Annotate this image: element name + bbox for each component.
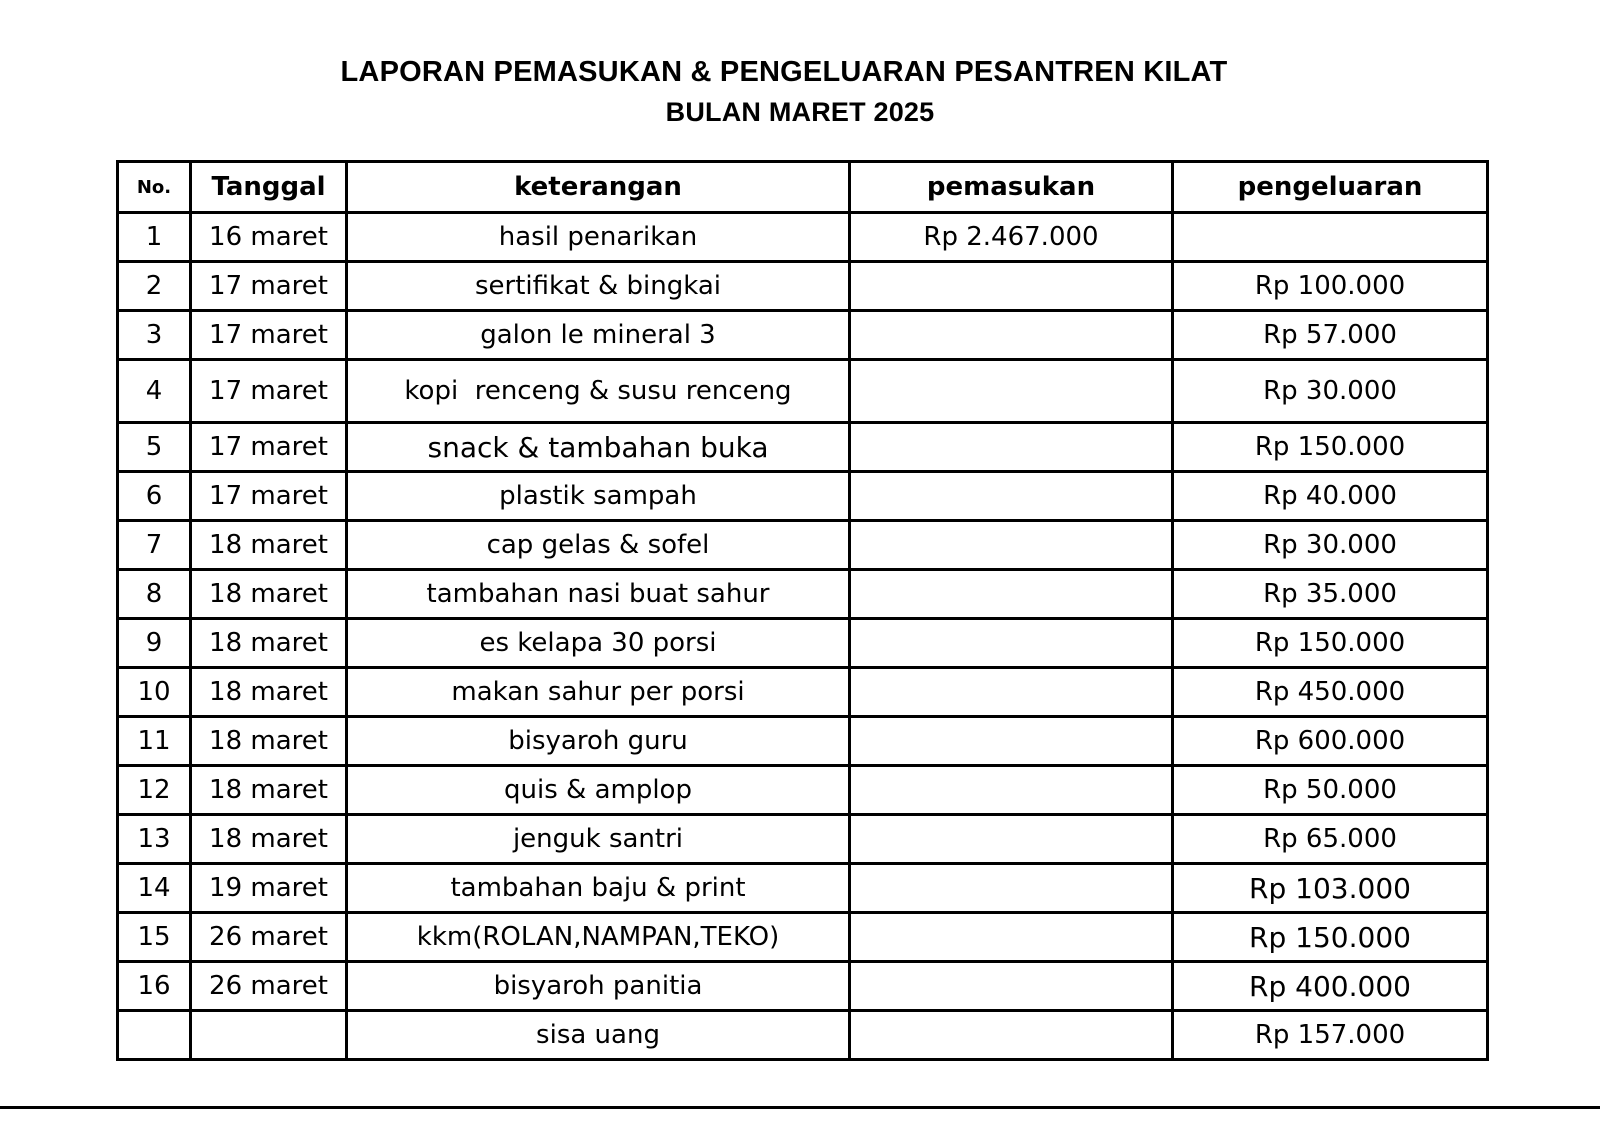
cell-keterangan: kopi renceng & susu renceng	[347, 360, 850, 423]
cell-no	[118, 1011, 191, 1060]
cell-tanggal: 18 maret	[191, 815, 347, 864]
cell-keterangan: sertifikat & bingkai	[347, 262, 850, 311]
table-header-row	[118, 162, 1488, 213]
column-header-pemasukan: pemasukan	[850, 162, 1173, 213]
column-header-keterangan: keterangan	[347, 162, 850, 213]
cell-keterangan: sisa uang	[347, 1011, 850, 1060]
cell-pengeluaran: Rp 30.000	[1173, 521, 1488, 570]
cell-tanggal: 19 maret	[191, 864, 347, 913]
cell-tanggal: 26 maret	[191, 962, 347, 1011]
cell-pemasukan	[850, 1011, 1173, 1060]
cell-no: 14	[118, 864, 191, 913]
table-row-total	[118, 1011, 1488, 1060]
cell-tanggal: 18 maret	[191, 766, 347, 815]
table-row	[118, 262, 1488, 311]
cell-keterangan: makan sahur per porsi	[347, 668, 850, 717]
cell-no: 4	[118, 360, 191, 423]
finance-table	[116, 160, 1489, 1061]
cell-pemasukan	[850, 360, 1173, 423]
cell-pemasukan	[850, 766, 1173, 815]
cell-tanggal: 18 maret	[191, 521, 347, 570]
table-row	[118, 570, 1488, 619]
cell-tanggal: 17 maret	[191, 360, 347, 423]
cell-tanggal: 18 maret	[191, 717, 347, 766]
report-title: LAPORAN PEMASUKAN & PENGELUARAN PESANTREN KILAT	[340, 56, 1228, 88]
table-row	[118, 360, 1488, 423]
table-row	[118, 815, 1488, 864]
cell-no: 13	[118, 815, 191, 864]
cell-tanggal: 17 maret	[191, 311, 347, 360]
cell-pemasukan	[850, 423, 1173, 472]
cell-pemasukan	[850, 815, 1173, 864]
cell-tanggal: 17 maret	[191, 262, 347, 311]
cell-pengeluaran: Rp 65.000	[1173, 815, 1488, 864]
table-row	[118, 521, 1488, 570]
column-header-tanggal: Tanggal	[191, 162, 347, 213]
cell-pemasukan	[850, 864, 1173, 913]
column-header-pengeluaran: pengeluaran	[1173, 162, 1488, 213]
table-row	[118, 213, 1488, 262]
cell-keterangan: hasil penarikan	[347, 213, 850, 262]
cell-keterangan: plastik sampah	[347, 472, 850, 521]
cell-pemasukan	[850, 570, 1173, 619]
table-row	[118, 962, 1488, 1011]
cell-no: 7	[118, 521, 191, 570]
cell-tanggal: 18 maret	[191, 619, 347, 668]
cell-no: 15	[118, 913, 191, 962]
cell-pengeluaran: Rp 30.000	[1173, 360, 1488, 423]
report-subtitle: BULAN MARET 2025	[665, 97, 935, 127]
cell-no: 9	[118, 619, 191, 668]
table-row	[118, 472, 1488, 521]
cell-keterangan: tambahan baju & print	[347, 864, 850, 913]
cell-no: 10	[118, 668, 191, 717]
cell-tanggal	[191, 1011, 347, 1060]
cell-pemasukan	[850, 619, 1173, 668]
cell-keterangan: quis & amplop	[347, 766, 850, 815]
table-row	[118, 311, 1488, 360]
cell-pengeluaran: Rp 150.000	[1173, 619, 1488, 668]
cell-pemasukan	[850, 472, 1173, 521]
cell-pengeluaran: Rp 150.000	[1173, 423, 1488, 472]
cell-no: 5	[118, 423, 191, 472]
cell-pengeluaran: Rp 50.000	[1173, 766, 1488, 815]
cell-keterangan: bisyaroh panitia	[347, 962, 850, 1011]
cell-pemasukan	[850, 962, 1173, 1011]
table-row	[118, 864, 1488, 913]
cell-keterangan: kkm(ROLAN,NAMPAN,TEKO)	[347, 913, 850, 962]
cell-pemasukan	[850, 913, 1173, 962]
cell-pemasukan: Rp 2.467.000	[850, 213, 1173, 262]
cell-tanggal: 26 maret	[191, 913, 347, 962]
cell-no: 8	[118, 570, 191, 619]
cell-pengeluaran: Rp 400.000	[1173, 962, 1488, 1011]
cell-pengeluaran	[1173, 213, 1488, 262]
cell-tanggal: 16 maret	[191, 213, 347, 262]
cell-pemasukan	[850, 717, 1173, 766]
table-row	[118, 668, 1488, 717]
cell-no: 12	[118, 766, 191, 815]
cell-pengeluaran: Rp 100.000	[1173, 262, 1488, 311]
cell-pemasukan	[850, 521, 1173, 570]
cell-keterangan: snack & tambahan buka	[347, 423, 850, 472]
bottom-divider	[0, 1106, 1600, 1109]
column-header-no: No.	[118, 162, 191, 213]
table-row	[118, 717, 1488, 766]
cell-no: 16	[118, 962, 191, 1011]
cell-pengeluaran: Rp 35.000	[1173, 570, 1488, 619]
cell-no: 3	[118, 311, 191, 360]
cell-pemasukan	[850, 668, 1173, 717]
cell-keterangan: es kelapa 30 porsi	[347, 619, 850, 668]
cell-keterangan: tambahan nasi buat sahur	[347, 570, 850, 619]
cell-keterangan: bisyaroh guru	[347, 717, 850, 766]
cell-pengeluaran: Rp 103.000	[1173, 864, 1488, 913]
cell-tanggal: 17 maret	[191, 423, 347, 472]
cell-tanggal: 18 maret	[191, 668, 347, 717]
cell-no: 2	[118, 262, 191, 311]
table-row	[118, 423, 1488, 472]
cell-no: 6	[118, 472, 191, 521]
cell-pemasukan	[850, 262, 1173, 311]
cell-keterangan: cap gelas & sofel	[347, 521, 850, 570]
cell-keterangan: jenguk santri	[347, 815, 850, 864]
cell-pemasukan	[850, 311, 1173, 360]
cell-pengeluaran: Rp 40.000	[1173, 472, 1488, 521]
cell-tanggal: 17 maret	[191, 472, 347, 521]
table-row	[118, 913, 1488, 962]
cell-pengeluaran: Rp 157.000	[1173, 1011, 1488, 1060]
table-row	[118, 766, 1488, 815]
table-row	[118, 619, 1488, 668]
cell-pengeluaran: Rp 600.000	[1173, 717, 1488, 766]
cell-no: 11	[118, 717, 191, 766]
cell-keterangan: galon le mineral 3	[347, 311, 850, 360]
cell-tanggal: 18 maret	[191, 570, 347, 619]
cell-pengeluaran: Rp 450.000	[1173, 668, 1488, 717]
cell-pengeluaran: Rp 150.000	[1173, 913, 1488, 962]
cell-no: 1	[118, 213, 191, 262]
cell-pengeluaran: Rp 57.000	[1173, 311, 1488, 360]
